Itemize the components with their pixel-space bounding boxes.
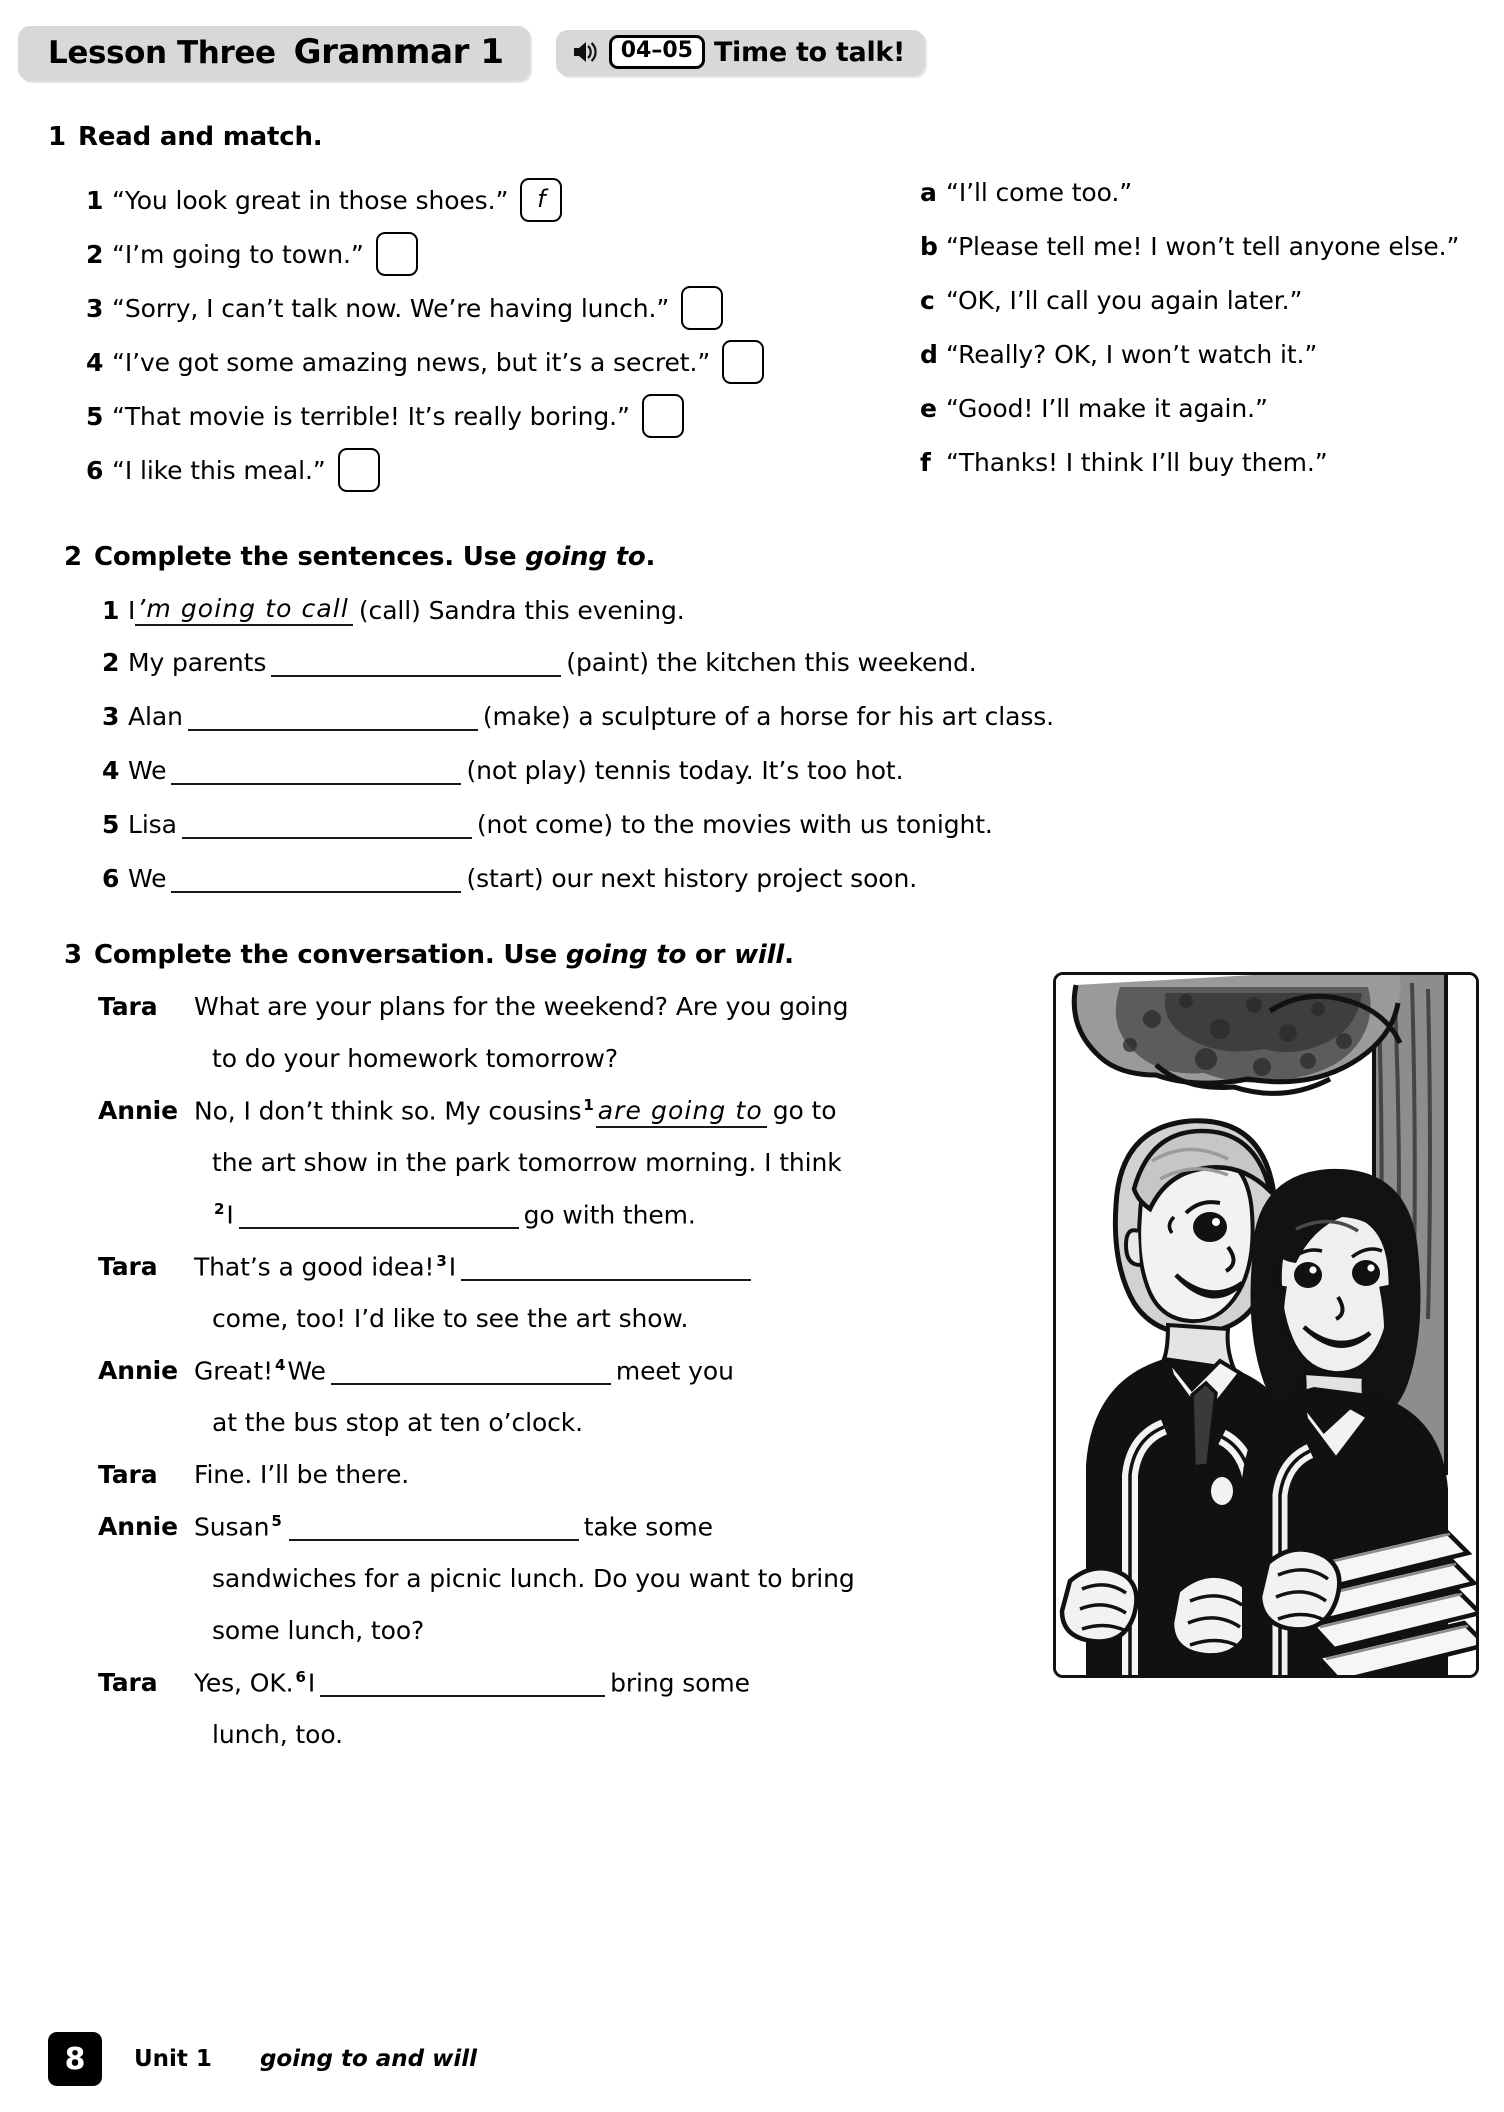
ex1-item-3-number: 3 [86, 293, 104, 323]
exercise-2-heading [64, 542, 655, 572]
dialog-blank-number-1: 1 [583, 1096, 594, 1114]
dialog-text-13: some lunch, too? [212, 1616, 425, 1645]
ex2-item-4 [102, 756, 903, 785]
dialog-tail-14: bring some [610, 1668, 750, 1698]
dialog-line-7 [212, 1304, 688, 1333]
ex2-blank-4[interactable] [171, 757, 461, 785]
ex1-option-c-letter: c [920, 286, 935, 315]
ex1-option-d-letter: d [920, 340, 938, 369]
ex1-item-1-number: 1 [86, 185, 104, 215]
lesson-label: Lesson Three [48, 34, 276, 71]
ex2-answer-1[interactable]: ’m going to call [135, 594, 353, 626]
exercise-3-instruction-italic-2: will [734, 940, 785, 970]
dialog-blank-number-5: 5 [271, 1512, 282, 1530]
dialog-text-8b: We [287, 1356, 326, 1386]
ex2-item-6 [102, 864, 917, 893]
ex1-option-f-text: “Thanks! I think I’ll buy them.” [946, 448, 1328, 477]
dialog-answer-1[interactable]: are going to [596, 1096, 767, 1128]
dialog-text-4: the art show in the park tomorrow morning. I think [212, 1148, 842, 1177]
ex1-option-a [920, 178, 1132, 207]
dialog-speaker-tara-2: Tara [98, 1252, 158, 1282]
dialog-text-14: Yes, OK. [194, 1668, 294, 1698]
ex2-item-5-before: Lisa [128, 810, 177, 839]
ex2-item-4-after: (not play) tennis today. It’s too hot. [466, 756, 904, 785]
dialog-text-15: lunch, too. [212, 1720, 343, 1749]
dialog-line-10 [98, 1460, 409, 1489]
two-schoolgirls-illustration [1053, 972, 1479, 1678]
speaker-icon [570, 37, 600, 67]
dialog-line-8 [98, 1356, 734, 1385]
ex2-blank-6[interactable] [171, 865, 461, 893]
ex2-item-3 [102, 702, 1054, 731]
dialog-line-14 [98, 1668, 750, 1697]
dialog-line-9 [212, 1408, 583, 1437]
ex2-item-4-number: 4 [102, 756, 120, 785]
ex1-option-e-text: “Good! I’ll make it again.” [946, 394, 1268, 423]
ex1-option-f [920, 448, 1328, 477]
ex2-item-2-number: 2 [102, 648, 120, 677]
dialog-speaker-annie-1: Annie [98, 1096, 178, 1126]
ex1-option-d [920, 340, 1317, 369]
exercise-1-heading [48, 122, 322, 152]
ex1-item-2-number: 2 [86, 239, 104, 269]
ex2-item-1-number: 1 [102, 595, 120, 625]
unit-topic: going to and will [259, 2046, 478, 2072]
grammar-label: Grammar 1 [293, 31, 504, 72]
ex1-option-a-letter: a [920, 178, 937, 207]
dialog-text-9: at the bus stop at ten o’clock. [212, 1408, 584, 1437]
exercise-3-number: 3 [64, 940, 82, 970]
ex2-item-5 [102, 810, 993, 839]
ex2-item-2-before: My parents [128, 648, 267, 677]
dialog-text-11: Susan [194, 1512, 270, 1542]
ex1-item-6 [86, 448, 380, 492]
dialog-line-11 [98, 1512, 713, 1541]
dialog-blank-number-2: 2 [214, 1200, 225, 1218]
exercise-1-number: 1 [48, 122, 66, 152]
dialog-speaker-annie-3: Annie [98, 1512, 178, 1542]
dialog-tail-3: go to [772, 1096, 837, 1126]
ex1-item-6-number: 6 [86, 455, 104, 485]
dialog-line-12 [212, 1564, 855, 1593]
dialog-line-6 [98, 1252, 756, 1281]
ex1-item-3 [86, 286, 723, 330]
dialog-tail-5: go with them. [523, 1200, 696, 1230]
ex1-match-box-2[interactable] [376, 232, 418, 276]
ex1-option-b-text: “Please tell me! I won’t tell anyone else.” [946, 232, 1460, 261]
audio-track-number: 04–05 [609, 35, 705, 68]
ex1-item-1 [86, 178, 562, 222]
exercise-2-instruction-pre: Complete the sentences. Use [94, 542, 526, 572]
ex1-option-b-letter: b [920, 232, 938, 261]
ex1-match-box-6[interactable] [338, 448, 380, 492]
ex1-match-box-3[interactable] [681, 286, 723, 330]
dialog-blank-5[interactable] [289, 1513, 579, 1541]
ex2-item-2-after: (paint) the kitchen this weekend. [566, 648, 977, 677]
dialog-text-6: That’s a good idea! [194, 1252, 435, 1282]
ex2-item-3-before: Alan [128, 702, 183, 731]
dialog-line-4 [212, 1148, 842, 1177]
time-to-talk-banner [556, 30, 925, 75]
page-footer [48, 2032, 477, 2086]
exercise-3-instruction-pre: Complete the conversation. Use [94, 940, 566, 970]
dialog-line-2 [212, 1044, 618, 1073]
dialog-blank-4[interactable] [331, 1357, 611, 1385]
ex1-item-2 [86, 232, 418, 276]
ex1-option-d-text: “Really? OK, I won’t watch it.” [946, 340, 1318, 369]
dialog-tail-11: take some [583, 1512, 713, 1542]
dialog-blank-6[interactable] [320, 1669, 605, 1697]
time-to-talk-label: Time to talk! [713, 36, 906, 68]
ex1-option-e-letter: e [920, 394, 937, 423]
ex2-item-2 [102, 648, 977, 677]
ex1-match-box-5[interactable] [642, 394, 684, 438]
ex2-item-6-number: 6 [102, 864, 120, 893]
ex2-item-4-before: We [128, 756, 167, 785]
dialog-speaker-annie-2: Annie [98, 1356, 178, 1386]
dialog-blank-2[interactable] [239, 1201, 519, 1229]
dialog-speaker-tara-1: Tara [98, 992, 158, 1021]
dialog-text-1: What are your plans for the weekend? Are you going [194, 992, 849, 1021]
ex2-item-6-before: We [128, 864, 167, 893]
ex1-option-f-letter: f [920, 448, 931, 477]
ex1-option-c-text: “OK, I’ll call you again later.” [946, 286, 1303, 315]
ex2-blank-2[interactable] [271, 649, 561, 677]
ex1-match-box-4[interactable] [722, 340, 764, 384]
ex2-item-5-number: 5 [102, 810, 120, 839]
unit-label: Unit 1 [134, 2046, 212, 2072]
dialog-text-7: come, too! I’d like to see the art show. [212, 1304, 689, 1333]
dialog-speaker-tara-4: Tara [98, 1668, 158, 1698]
dialog-line-5 [212, 1200, 696, 1229]
ex1-item-1-text: “You look great in those shoes.” [112, 185, 509, 215]
ex2-item-1 [102, 594, 685, 626]
dialog-line-13 [212, 1616, 424, 1645]
dialog-text-14b: I [307, 1668, 316, 1698]
ex2-item-3-after: (make) a sculpture of a horse for his art class. [482, 702, 1055, 731]
dialog-text-3: No, I don’t think so. My cousins [194, 1096, 582, 1126]
ex2-blank-3[interactable] [188, 703, 478, 731]
ex2-item-6-after: (start) our next history project soon. [466, 864, 918, 893]
dialog-text-5: I [226, 1200, 234, 1230]
ex2-item-5-after: (not come) to the movies with us tonight. [476, 810, 993, 839]
ex1-item-2-text: “I’m going to town.” [112, 239, 364, 269]
exercise-3-instruction-mid: or [686, 940, 735, 970]
dialog-line-1 [98, 992, 848, 1021]
ex1-item-5-number: 5 [86, 401, 104, 431]
dialog-text-12: sandwiches for a picnic lunch. Do you want to bring [212, 1564, 855, 1593]
dialog-text-6b: I [448, 1252, 456, 1282]
ex1-item-6-text: “I like this meal.” [112, 455, 326, 485]
dialog-text-8: Great! [194, 1356, 274, 1386]
ex2-blank-5[interactable] [182, 811, 472, 839]
ex1-item-5-text: “That movie is terrible! It’s really boring.” [112, 401, 630, 431]
dialog-text-2: to do your homework tomorrow? [212, 1044, 619, 1073]
illustration-svg [1056, 975, 1476, 1675]
lesson-banner [18, 26, 530, 81]
ex2-item-1-after: (call) Sandra this evening. [358, 595, 685, 625]
dialog-speaker-tara-3: Tara [98, 1460, 158, 1489]
ex1-item-4-text: “I’ve got some amazing news, but it’s a secret.” [112, 347, 711, 377]
dialog-blank-number-6: 6 [295, 1668, 306, 1686]
exercise-2-instruction-post: . [645, 542, 656, 572]
dialog-line-3 [98, 1096, 836, 1128]
exercise-2-instruction-italic: going to [525, 542, 646, 572]
ex1-item-4-number: 4 [86, 347, 104, 377]
dialog-blank-3[interactable] [461, 1253, 751, 1281]
dialog-line-15 [212, 1720, 343, 1749]
exercise-3-instruction-italic-1: going to [565, 940, 687, 970]
dialog-blank-number-3: 3 [436, 1252, 447, 1270]
ex1-item-3-text: “Sorry, I can’t talk now. We’re having lunch.” [112, 293, 670, 323]
ex1-option-c [920, 286, 1302, 315]
dialog-blank-number-4: 4 [275, 1356, 286, 1374]
exercise-2-number: 2 [64, 542, 82, 572]
dialog-tail-8: meet you [615, 1356, 734, 1386]
ex1-item-5 [86, 394, 684, 438]
ex1-option-b [920, 232, 1459, 261]
page-number: 8 [48, 2032, 102, 2086]
page-header [0, 22, 1504, 84]
ex1-match-box-1[interactable]: f [520, 178, 562, 222]
dialog-text-10: Fine. I’ll be there. [194, 1460, 410, 1489]
ex1-option-a-text: “I’ll come too.” [946, 178, 1133, 207]
ex2-item-1-before: I [128, 595, 136, 625]
ex2-item-3-number: 3 [102, 702, 120, 731]
ex1-option-e [920, 394, 1268, 423]
exercise-3-heading [64, 940, 794, 970]
exercise-3-instruction-post: . [784, 940, 794, 970]
ex1-item-4 [86, 340, 764, 384]
exercise-1-instruction: Read and match. [78, 122, 323, 152]
